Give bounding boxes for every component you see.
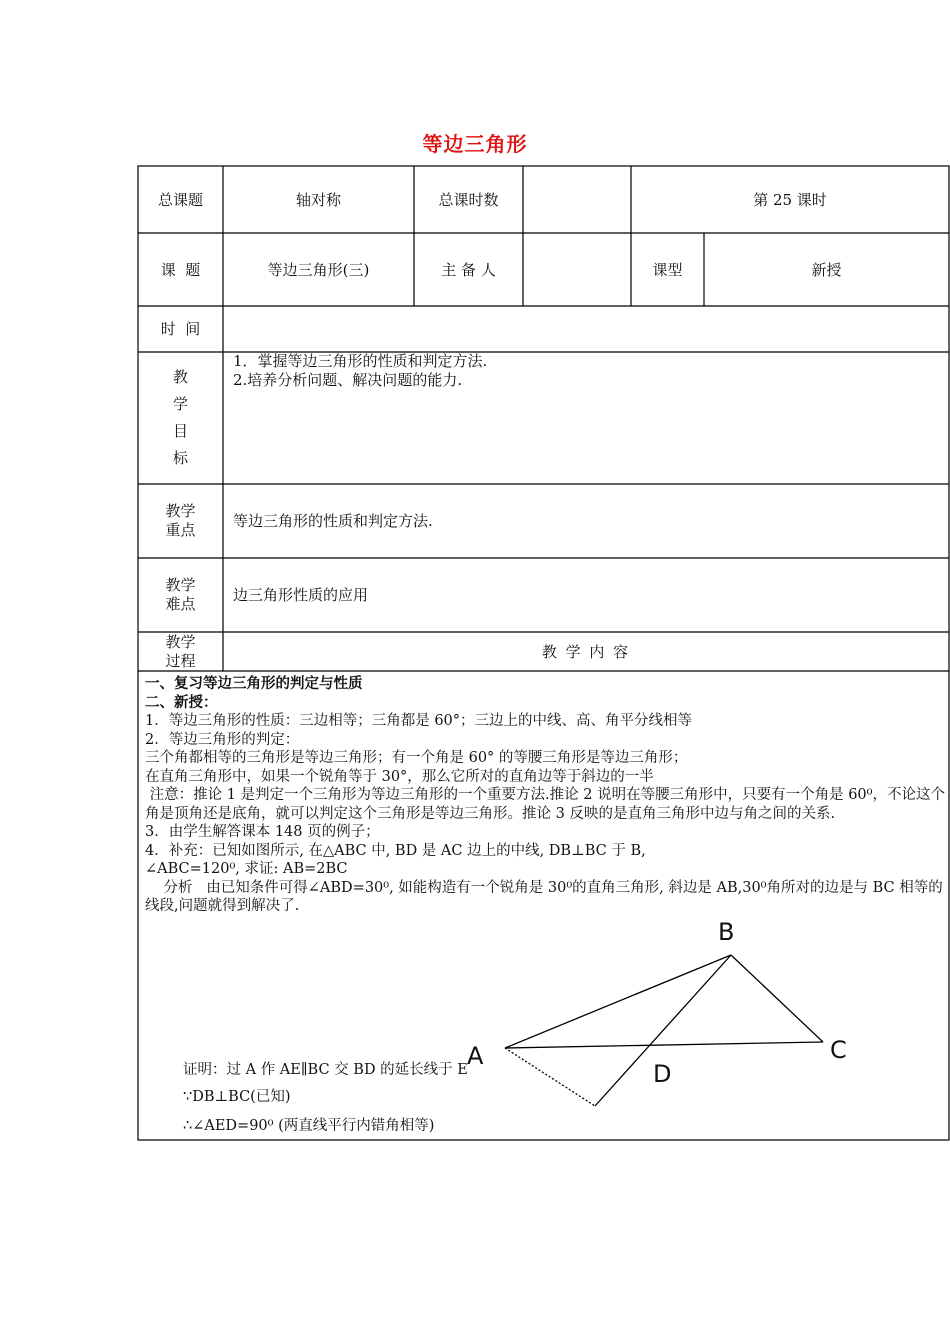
difficulties-label-line: 教学 bbox=[165, 576, 196, 594]
proof-line: 证明：过 A 作 AE∥BC 交 BD 的延长线于 E bbox=[183, 1062, 468, 1078]
total-topic-value: 轴对称 bbox=[295, 190, 341, 209]
content-line: 4．补充：已知如图所示, 在△ABC 中, BD 是 AC 边上的中线, DB⊥BC 于 B, bbox=[145, 842, 646, 859]
key-points-label bbox=[138, 484, 223, 558]
point-label-d: D bbox=[653, 1060, 672, 1088]
total-hours-label: 总课时数 bbox=[438, 190, 499, 209]
key-points-text: 等边三角形的性质和判定方法. bbox=[233, 512, 433, 530]
difficulties-label-line: 难点 bbox=[165, 595, 196, 613]
difficulties-label bbox=[138, 558, 223, 632]
lesson-number: 第 25 课时 bbox=[753, 190, 827, 209]
time-label: 时 间 bbox=[160, 320, 201, 338]
point-label-b: B bbox=[718, 918, 735, 946]
process-label bbox=[138, 632, 223, 671]
preparer-value bbox=[523, 233, 631, 306]
content-line: 2．等边三角形的判定： bbox=[145, 731, 300, 748]
topic-value: 等边三角形(三) bbox=[267, 260, 370, 279]
goal-item: 1．掌握等边三角形的性质和判定方法. bbox=[233, 352, 488, 370]
proof-line: ∴∠AED=90⁰ (两直线平行内错角相等) bbox=[183, 1118, 435, 1134]
content-line: 在直角三角形中，如果一个锐角等于 30°，那么它所对的直角边等于斜边的一半 bbox=[145, 768, 654, 785]
process-header: 教 学 内 容 bbox=[541, 642, 631, 661]
content-note: 注意：推论 1 是判定一个三角形为等边三角形的一个重要方法.推论 2 说明在等腰三角形中，只要有一个角是 60⁰，不论这个角是顶角还是底角，就可以判定这个三角形是等边三角形。推论 3 反映的是直角三角形中边与角之间的关系. bbox=[145, 787, 945, 822]
lesson-type-value: 新授 bbox=[811, 260, 842, 279]
process-label-line: 过程 bbox=[165, 651, 196, 670]
segment-bc bbox=[731, 955, 823, 1042]
content-analysis: 分析 由已知条件可得∠ABD=30⁰, 如能构造有一个锐角是 30⁰的直角三角形, 斜边是 AB,30⁰角所对的边是与 BC 相等的线段,问题就得到解决了. bbox=[145, 879, 943, 914]
difficulties-text: 边三角形性质的应用 bbox=[233, 586, 369, 604]
total-hours-value bbox=[523, 166, 631, 233]
segment-ae bbox=[505, 1048, 595, 1106]
segment-ab bbox=[505, 955, 731, 1048]
goals-label-char: 目 bbox=[172, 422, 188, 440]
goals-label-char: 标 bbox=[172, 449, 188, 467]
content-line: ∠ABC=120⁰, 求证: AB=2BC bbox=[145, 861, 348, 877]
lesson-type-label: 课型 bbox=[652, 260, 683, 279]
goal-item: 2.培养分析问题、解决问题的能力. bbox=[233, 371, 463, 389]
key-points-label-line: 教学 bbox=[165, 502, 196, 520]
segment-ac bbox=[505, 1042, 823, 1048]
goals-label bbox=[138, 352, 223, 484]
process-label-line: 教学 bbox=[165, 632, 196, 651]
time-value bbox=[223, 306, 949, 352]
lesson-content bbox=[145, 675, 945, 916]
goals-content bbox=[223, 352, 949, 484]
section-new-heading: 二、新授： bbox=[145, 694, 218, 711]
preparer-label: 主 备 人 bbox=[441, 260, 496, 279]
content-line: 三个角都相等的三角形是等边三角形；有一个角是 60° 的等腰三角形是等边三角形； bbox=[145, 750, 688, 766]
topic-label: 课 题 bbox=[160, 260, 201, 279]
total-topic-label: 总课题 bbox=[157, 190, 203, 209]
content-line: 1．等边三角形的性质：三边相等；三角都是 60°；三边上的中线、高、角平分线相等 bbox=[145, 713, 693, 729]
goals-label-char: 教 bbox=[172, 368, 188, 386]
point-label-c: C bbox=[830, 1036, 847, 1064]
key-points-label-line: 重点 bbox=[165, 521, 196, 539]
goals-label-char: 学 bbox=[172, 395, 188, 413]
section-review-heading: 一、复习等边三角形的判定与性质 bbox=[145, 676, 363, 692]
page-title: 等边三角形 bbox=[422, 132, 528, 156]
proof-line: ∵DB⊥BC(已知) bbox=[183, 1089, 291, 1105]
point-label-a: A bbox=[467, 1042, 484, 1070]
content-line: 3．由学生解答课本 148 页的例子； bbox=[145, 824, 380, 840]
